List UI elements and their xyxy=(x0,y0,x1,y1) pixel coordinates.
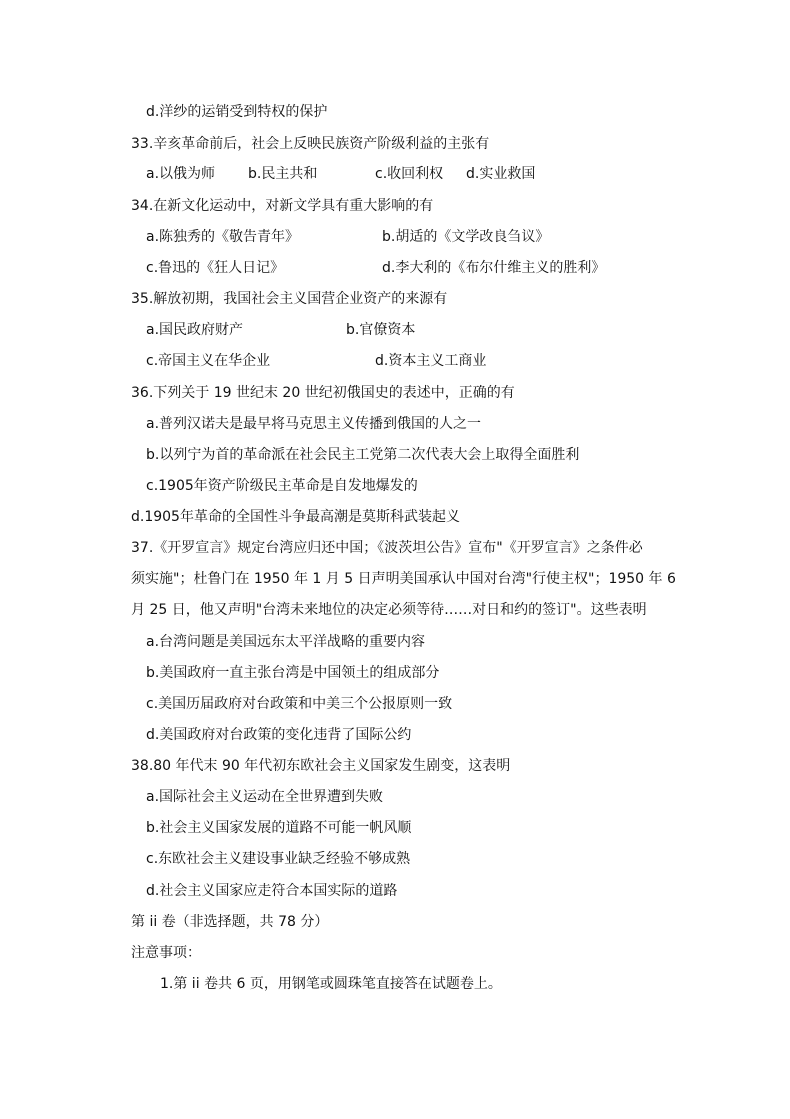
option-38b: b.社会主义国家发展的道路不可能一帆风顺 xyxy=(146,820,412,836)
option-36a: a.普列汉诺夫是最早将马克思主义传播到俄国的人之一 xyxy=(146,416,482,432)
option-35c: c.帝国主义在华企业 xyxy=(146,353,271,369)
option-37b: b.美国政府一直主张台湾是中国领土的组成部分 xyxy=(146,665,440,681)
option-37d: d.美国政府对台政策的变化违背了国际公约 xyxy=(146,727,412,743)
option-33d: d.实业救国 xyxy=(466,166,536,182)
option-35b: b.官僚资本 xyxy=(346,322,416,338)
option-36d: d.1905年革命的全国性斗争最高潮是莫斯科武装起义 xyxy=(131,509,460,525)
question-37-line1: 37.《开罗宣言》规定台湾应归还中国；《波茨坦公告》宣布"《开罗宣言》之条件必 xyxy=(131,540,643,556)
option-38d: d.社会主义国家应走符合本国实际的道路 xyxy=(146,883,398,899)
question-37-line3: 月 25 日，他又声明"台湾未来地位的决定必须等待……对日和约的签订"。这些表明 xyxy=(131,602,647,618)
question-38: 38.80 年代末 90 年代初东欧社会主义国家发生剧变，这表明 xyxy=(131,758,511,774)
option-37c: c.美国历届政府对台政策和中美三个公报原则一致 xyxy=(146,696,453,712)
option-33b: b.民主共和 xyxy=(248,166,318,182)
question-36: 36.下列关于 19 世纪末 20 世纪初俄国史的表述中，正确的有 xyxy=(131,385,515,401)
question-34: 34.在新文化运动中，对新文学具有重大影响的有 xyxy=(131,198,434,214)
option-36c: c.1905年资产阶级民主革命是自发地爆发的 xyxy=(146,478,418,494)
question-37-line2: 须实施"；杜鲁门在 1950 年 1 月 5 日声明美国承认中国对台湾"行使主权"；1950 年 6 xyxy=(131,571,676,587)
option-34a: a.陈独秀的《敬告青年》 xyxy=(146,229,300,245)
question-35: 35.解放初期，我国社会主义国营企业资产的来源有 xyxy=(131,291,448,307)
option-37a: a.台湾问题是美国远东太平洋战略的重要内容 xyxy=(146,634,426,650)
option-34b: b.胡适的《文学改良刍议》 xyxy=(382,229,550,245)
option-32d: d.洋纱的运销受到特权的保护 xyxy=(146,104,328,120)
option-33a: a.以俄为师 xyxy=(146,166,216,182)
question-33: 33.辛亥革命前后，社会上反映民族资产阶级利益的主张有 xyxy=(131,136,490,152)
option-38c: c.东欧社会主义建设事业缺乏经验不够成熟 xyxy=(146,851,411,867)
option-38a: a.国际社会主义运动在全世界遭到失败 xyxy=(146,789,384,805)
notice-heading: 注意事项： xyxy=(131,945,201,961)
option-35a: a.国民政府财产 xyxy=(146,322,244,338)
option-33c: c.收回利权 xyxy=(375,166,444,182)
option-36b: b.以列宁为首的革命派在社会民主工党第二次代表大会上取得全面胜利 xyxy=(146,447,580,463)
part-two-heading: 第 ii 卷（非选择题，共 78 分） xyxy=(131,914,329,930)
notice-item-1: 1.第 ii 卷共 6 页，用钢笔或圆珠笔直接答在试题卷上。 xyxy=(160,976,502,992)
option-34c: c.鲁迅的《狂人日记》 xyxy=(146,260,285,276)
option-34d: d.李大利的《布尔什维主义的胜利》 xyxy=(382,260,606,276)
option-35d: d.资本主义工商业 xyxy=(375,353,487,369)
